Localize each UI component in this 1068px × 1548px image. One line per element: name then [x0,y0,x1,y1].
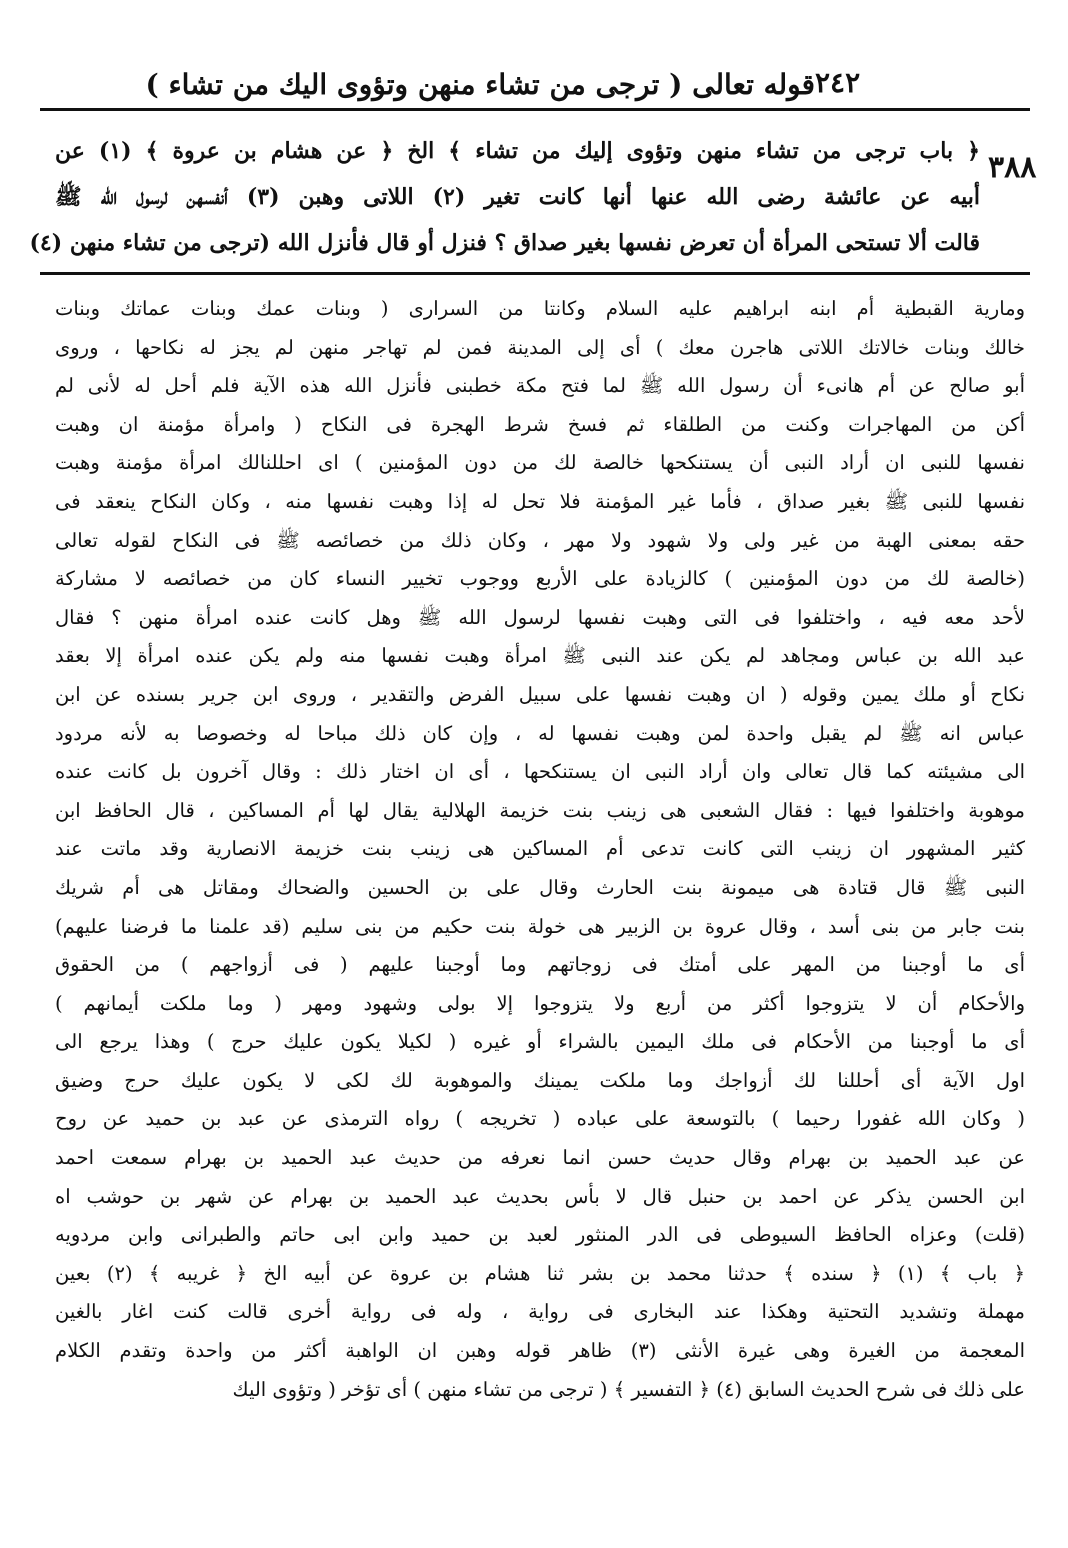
header-rule [40,108,1030,111]
commentary-line: اول الآية أى أحللنا لك أزواجك وما ملكت يمينك والموهوبة لك لكى لا يكون عليك حرج وضيق [55,1068,1025,1092]
hadith-text-block [29,128,981,266]
commentary-line: ابن الحسن يذكر عن احمد بن حنبل قال لا بأس بحديث عبد الحميد بن بهرام عن شهر بن حوشب اه [55,1184,1025,1208]
commentary-line: ومارية القبطية أم ابنه ابراهيم عليه السلام وكانتا من السرارى ( وبنات عمك وبنات عماتك وبنات [55,297,1025,320]
running-title: قوله تعالى ( ترجى من تشاء منهن وتؤوى اليك من تشاء ) [145,68,815,101]
commentary-line: النبى ﷺ قال قتادة هى ميمونة بنت الحارث وقال على بن الحسين والضحاك ومقاتل هى أم شريك [55,875,1025,899]
commentary-line: أى ما أوجبنا من المهر على أمتك فى زوجاتهم وما أوجبنا عليهم ( فى أزواجهم ) من الحقوق [55,953,1025,977]
commentary-line: نفسها للنبى ﷺ بغير صداق ، فأما غير المؤمنة فلا تحل له إذا وهبت نفسها منه ، وكان النكاح ينعقد فى [55,489,1025,513]
hadith-line: ﴿ باب ترجى من تشاء منهن وتؤوى إليك من تشاء ﴾ الخ ﴿ عن هشام بن عروة ﴾ (١) عن [55,138,980,164]
commentary-line: نكاح أو ملك يمين وقوله ( ان وهبت نفسها على سبيل الفرض والتقدير ، وروى ابن جرير بسنده عن ابن [55,682,1025,706]
commentary-line: حقه بمعنى الهبة من غير ولى ولا شهود ولا مهر ، وكان ذلك من خصائصه ﷺ فى النكاح لقوله تعالى [55,528,1025,552]
commentary-line: (خالصة لك من دون المؤمنين ) كالزيادة على الأربع ووجوب تخيير النساء كان من خصائصه لا مشاركة [55,567,1025,591]
commentary-line: ﴿ باب ﴾ (١) ﴿ سنده ﴾ حدثنا محمد بن بشر ثنا هشام بن عروة عن أبيه الخ ﴿ غريبه ﴾ (٢) بعين [55,1261,1026,1285]
commentary-line: موهوبة واختلفوا فيها : فقال الشعبى هى زينب بنت خزيمة الهلالية يقال لها أم المساكين ، قال الحافظ ابن [55,798,1025,822]
section-rule [40,272,1030,275]
hadith-line: قالت ألا تستحى المرأة أن تعرض نفسها بغير صداق ؟ فنزل أو قال فأنزل الله (ترجى من تشاء منهن (٤) [29,230,980,256]
page-number: ٢٤٢ [815,66,861,99]
commentary-block [55,290,1025,1409]
commentary-line: (قلت) وعزاه الحافظ السيوطى فى الدر المنثور لعبد بن حميد وابن ابى حاتم والطبرانى وابن مردويه [55,1223,1025,1247]
hadith-line: أبيه عن عائشة رضى الله عنها أنها كانت تغير (٢) اللاتى وهبن (٣) أنفسهن لرسول الله ﷺ [55,184,981,210]
commentary-line: بنت جابر من بنى أسد ، وقال عروة بن الزبير هى خولة بنت حكيم من بنى سليم (قد علمنا ما فرضنا عليهم) [55,914,1025,938]
commentary-line: عن عبد الحميد بن بهرام وقال حديث حسن انما نعرفه من حديث عبد الحميد بن بهرام سمعت احمد [55,1146,1025,1170]
page-header [40,64,1040,104]
commentary-line: على ذلك فى شرح الحديث السابق (٤) ﴿ التفسير ﴾ ( ترجى من تشاء منهن ) أى تؤخر ( وتؤوى اليك [232,1377,1025,1401]
commentary-line: أبو صالح عن أم هانىء أن رسول الله ﷺ لما فتح مكة خطبنى فأنزل الله هذه الآية فلم أحل له لأنى لم [55,374,1025,398]
commentary-line: أى ما أوجبنا من الأحكام فى ملك اليمين بالشراء أو غيره ( لكيلا يكون عليك حرج ) وهذا يرجع الى [55,1030,1025,1054]
commentary-line: المعجمة من الغيرة وهى غيرة الأنثى (٣) ظاهر قوله وهبن ان الواهبة أكثر من واحدة وتقدم الكلام [55,1339,1025,1363]
commentary-line: ( وكان الله غفورا رحيما ) بالتوسعة على عباده ( تخريجه ) رواه الترمذى عن عبد بن حميد عن روح [55,1107,1025,1131]
commentary-line: الى مشيئته كما قال تعالى وان أراد النبى ان يستنكحها ، أى ان اختار ذلك : وقال آخرون بل كانت عنده [55,760,1025,784]
commentary-line: كثير المشهور ان زينب التى كانت تدعى أم المساكين هى زينب بنت خزيمة الانصارية وقد ماتت عند [55,837,1025,861]
commentary-line: عبد الله بن عباس ومجاهد لم يكن عند النبى ﷺ امرأة وهبت نفسها منه ولم يكن عنده امرأة إلا بعقد [55,644,1025,668]
commentary-line: والأحكام أن لا يتزوجوا أكثر من أربع ولا يتزوجوا إلا بولى وشهود ومهر ( وما ملكت أيمانهم ) [55,991,1025,1015]
commentary-line: أكن من المهاجرات وكنت من الطلقاء ثم فسخ شرط الهجرة فى النكاح ( وامرأة مؤمنة ان وهبت [55,412,1025,436]
commentary-line: مهملة وتشديد التحتية وهكذا عند البخارى فى رواية ، وله فى رواية أخرى قالت كنت اغار بالغين [55,1300,1025,1324]
commentary-line: لأحد معه فيه ، واختلفوا فى التى وهبت نفسها لرسول الله ﷺ وهل كانت عنده امرأة منهن ؟ فقال [55,605,1025,629]
hadith-number: ٣٨٨ [988,150,1037,185]
commentary-line: عباس انه ﷺ لم يقبل واحدة لمن وهبت نفسها له ، وإن كان ذلك مباحا له وخصوصا به لأنه مردود [55,721,1025,745]
commentary-line: نفسها للنبى ان أراد النبى أن يستنكحها خالصة لك من دون المؤمنين ) اى احللنالك امرأة مؤمنة وهبت [55,451,1025,475]
commentary-line: خالك وبنات خالاتك اللاتى هاجرن معك ) أى إلى المدينة فمن لم تهاجر منهن لم يجز له نكاحها ، وروى [55,335,1025,359]
